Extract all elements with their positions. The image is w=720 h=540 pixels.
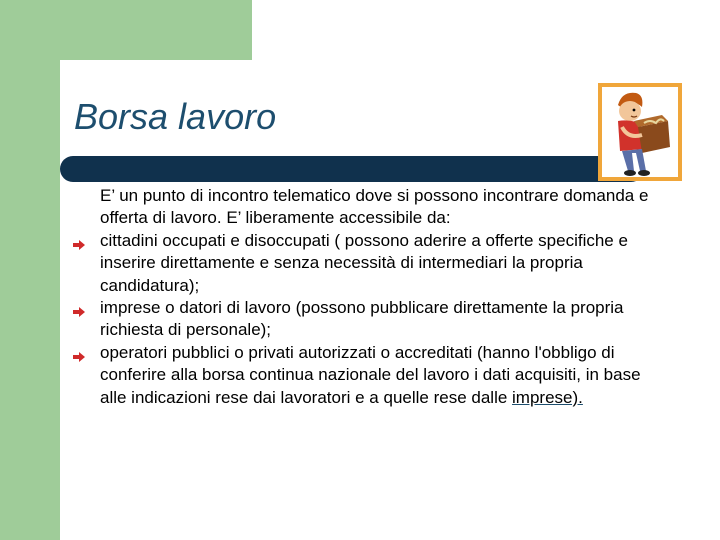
left-accent-strip <box>0 0 60 540</box>
imprese-link[interactable]: imprese). <box>512 387 583 407</box>
list-item <box>100 342 660 409</box>
boy-carrying-box-clipart <box>598 83 682 181</box>
intro-paragraph: E’ un punto di incontro telematico dove si possono incontrare domanda e offerta di lavoro. E’ liberamente accessibile da: <box>100 186 649 228</box>
title-divider-bar <box>60 156 644 182</box>
list-item <box>100 297 660 342</box>
red-arrow-icon <box>72 235 86 247</box>
list-item-text: cittadini occupati e disoccupati ( possono aderire a offerte specifiche e inserire direttamente e senza necessità di intermediari la propria candidatura); <box>100 230 628 295</box>
red-arrow-icon <box>72 347 86 359</box>
top-accent-strip <box>0 0 252 60</box>
list-item-text: imprese o datori di lavoro (possono pubblicare direttamente la propria richiesta di personale); <box>100 298 624 340</box>
slide-title: Borsa lavoro <box>74 96 277 137</box>
red-arrow-icon <box>72 302 86 314</box>
slide-body <box>100 185 660 409</box>
list-item <box>100 230 660 297</box>
list-item-text: operatori pubblici o privati autorizzati o accreditati (hanno l'obbligo di conferire alla borsa continua nazionale del lavoro i dati acquisiti, in base alle indicazioni rese dai lavoratori e a quelle rese dalle <box>100 342 641 407</box>
